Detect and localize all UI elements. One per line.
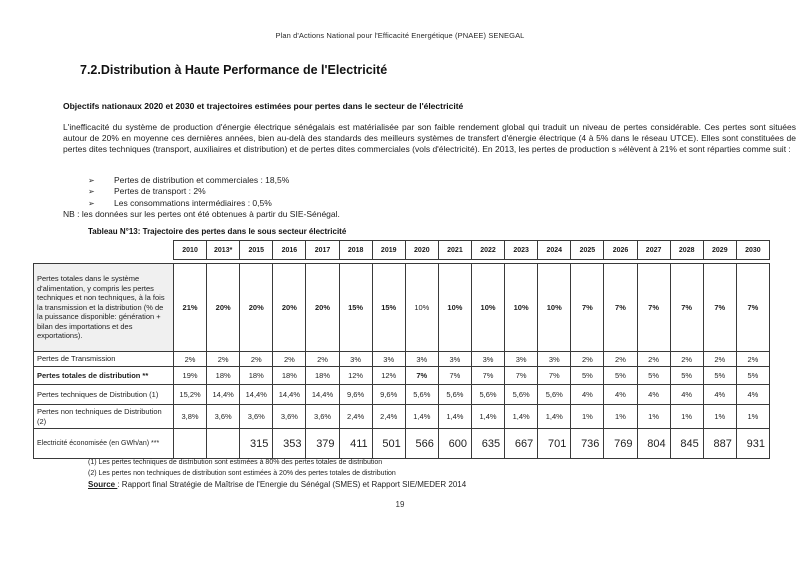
body-paragraph: L'inefficacité du système de production d'énergie électrique sénégalais est matérialisée par son faible rendement global qui traduit un niveau de pertes considérable. Ces pertes sont situées autour de 20% en moyenne ces dernières années, bien au-delà des standards des meilleurs systèmes de transfert d'énergie électrique (4 à 5% dans le réseau UTCE). Elles sont constituées de pertes dites techniques (transport, auxiliaires et distribution) et de pertes dites commerciales (vols d'électricité). En 2013, les pertes de production s »élèvent à 21% et sont réparties comme suit : <box>63 122 796 155</box>
table-row <box>34 264 770 352</box>
table-cell: 2% <box>670 352 703 367</box>
year-header-cell: 2024 <box>537 240 571 260</box>
arrow-bullet-icon: ➢ <box>88 187 95 197</box>
list-item <box>88 186 688 197</box>
table-cell: 2% <box>174 352 207 367</box>
table-cell: 3% <box>339 352 372 367</box>
table-cell: 15,2% <box>174 385 207 405</box>
table-cell: 5% <box>637 367 670 385</box>
table-cell: 20% <box>207 264 240 352</box>
table-cell: 3,8% <box>174 405 207 429</box>
table-cell: 2% <box>736 352 769 367</box>
table-cell: 14,4% <box>240 385 273 405</box>
table-cell: 12% <box>372 367 405 385</box>
table-cell: 3% <box>471 352 504 367</box>
table-cell: 1,4% <box>538 405 571 429</box>
table-cell: 3% <box>438 352 471 367</box>
table-cell: 9,6% <box>372 385 405 405</box>
table-row <box>34 405 770 429</box>
table-cell: 20% <box>273 264 306 352</box>
page-number: 19 <box>395 500 405 509</box>
footnotes <box>88 458 466 489</box>
table-cell: 7% <box>438 367 471 385</box>
table-cell: 1% <box>670 405 703 429</box>
row-label-cell: Pertes non techniques de Distribution (2) <box>34 405 174 429</box>
footnote: (2) Les pertes non techniques de distribution sont estimées à 20% des pertes totales de distribution <box>88 469 396 477</box>
table-cell: 411 <box>339 429 372 459</box>
table-cell: 4% <box>736 385 769 405</box>
year-header-cell: 2023 <box>504 240 538 260</box>
table-cell: 4% <box>670 385 703 405</box>
table-cell: 931 <box>736 429 769 459</box>
year-header-cell: 2027 <box>637 240 671 260</box>
table-cell: 21% <box>174 264 207 352</box>
table-cell: 379 <box>306 429 339 459</box>
nb-note: NB : les données sur les pertes ont été obtenues à partir du SIE-Sénégal. <box>63 209 340 219</box>
table-cell: 14,4% <box>306 385 339 405</box>
table-cell: 7% <box>604 264 637 352</box>
table-cell: 1,4% <box>438 405 471 429</box>
table-cell: 845 <box>670 429 703 459</box>
year-header-cell: 2016 <box>272 240 306 260</box>
year-header-cell: 2028 <box>670 240 704 260</box>
table-cell: 736 <box>571 429 604 459</box>
running-header: Plan d'Actions National pour l'Efficacité Energétique (PNAEE) SENEGAL <box>275 31 525 40</box>
table-cell: 2% <box>240 352 273 367</box>
table-cell: 5% <box>703 367 736 385</box>
table-cell: 2% <box>703 352 736 367</box>
table-cell: 1,4% <box>405 405 438 429</box>
list-item <box>88 198 688 209</box>
table-cell: 5,6% <box>438 385 471 405</box>
table-cell: 804 <box>637 429 670 459</box>
table-cell: 18% <box>240 367 273 385</box>
table-cell: 10% <box>538 264 571 352</box>
table-cell: 4% <box>604 385 637 405</box>
table-cell: 19% <box>174 367 207 385</box>
table-cell: 501 <box>372 429 405 459</box>
year-header-cell: 2022 <box>471 240 505 260</box>
table-cell: 1% <box>571 405 604 429</box>
footnote: (1) Les pertes techniques de distribution sont estimées à 80% des pertes totales de distribution <box>88 459 383 466</box>
table-cell: 3,6% <box>240 405 273 429</box>
table-cell: 18% <box>273 367 306 385</box>
year-header-cell: 2013* <box>206 240 240 260</box>
table-cell: 3,6% <box>306 405 339 429</box>
table-cell: 2% <box>604 352 637 367</box>
year-header-cell: 2029 <box>703 240 737 260</box>
table-cell: 5% <box>604 367 637 385</box>
table-cell: 2% <box>207 352 240 367</box>
table-cell: 10% <box>471 264 504 352</box>
table-row <box>34 385 770 405</box>
table-cell: 20% <box>240 264 273 352</box>
table-cell: 1,4% <box>471 405 504 429</box>
table-year-header-row <box>173 240 770 260</box>
bullet-text: Pertes de transport : 2% <box>114 186 206 197</box>
table-cell: 20% <box>306 264 339 352</box>
table-cell: 1% <box>736 405 769 429</box>
year-header-cell: 2026 <box>603 240 637 260</box>
table-cell: 7% <box>405 367 438 385</box>
table-cell: 10% <box>505 264 538 352</box>
table-cell: 667 <box>505 429 538 459</box>
source-label: Source <box>88 480 118 489</box>
table-cell: 18% <box>306 367 339 385</box>
table-cell: 3,6% <box>207 405 240 429</box>
row-label-cell: Pertes techniques de Distribution (1) <box>34 385 174 405</box>
table-cell: 3% <box>505 352 538 367</box>
table-cell: 7% <box>571 264 604 352</box>
source-line <box>88 480 466 489</box>
table-cell: 566 <box>405 429 438 459</box>
pertes-table-body <box>33 263 770 459</box>
table-cell: 315 <box>240 429 273 459</box>
year-header-cell: 2017 <box>305 240 339 260</box>
table-cell: 7% <box>703 264 736 352</box>
table-cell: 7% <box>505 367 538 385</box>
year-header-cell: 2020 <box>405 240 439 260</box>
arrow-bullet-icon: ➢ <box>88 176 95 185</box>
table-cell: 769 <box>604 429 637 459</box>
table-cell: 1% <box>703 405 736 429</box>
table-cell: 10% <box>405 264 438 352</box>
table-cell: 3% <box>372 352 405 367</box>
table-cell: 1% <box>604 405 637 429</box>
table-cell: 7% <box>670 264 703 352</box>
table-cell: 7% <box>637 264 670 352</box>
section-title: 7.2.Distribution à Haute Performance de l'Electricité <box>80 63 388 77</box>
table-row <box>34 352 770 367</box>
year-header-cell: 2015 <box>239 240 273 260</box>
table-cell: 3% <box>405 352 438 367</box>
table-cell: 18% <box>207 367 240 385</box>
table-cell: 5% <box>736 367 769 385</box>
objectives-heading: Objectifs nationaux 2020 et 2030 et trajectoires estimées pour pertes dans le secteur de l'électricité <box>63 101 464 111</box>
table-cell: 1,4% <box>505 405 538 429</box>
table-cell: 5% <box>670 367 703 385</box>
list-item <box>88 175 688 186</box>
table-cell: 7% <box>471 367 504 385</box>
pertes-table <box>33 240 770 459</box>
row-label-cell: Electricité économisée (en GWh/an) *** <box>34 429 174 459</box>
row-label-cell: Pertes totales de distribution ** <box>34 367 174 385</box>
table-cell: 7% <box>736 264 769 352</box>
table-cell: 353 <box>273 429 306 459</box>
table-cell: 15% <box>339 264 372 352</box>
row-label-cell: Pertes totales dans le système d'alimentation, y compris les pertes techniques et non techniques, à la fois la transmission et la distribution (% de la puissance disponible: génération + bilan des importations et des exportations). <box>34 264 174 352</box>
table-cell: 15% <box>372 264 405 352</box>
table-cell: 635 <box>471 429 504 459</box>
table-cell: 3% <box>538 352 571 367</box>
row-label-cell: Pertes de Transmission <box>34 352 174 367</box>
table-cell: 2% <box>571 352 604 367</box>
table-cell: 2% <box>637 352 670 367</box>
source-text: : Rapport final Stratégie de Maîtrise de l'Energie du Sénégal (SMES) et Rapport SIE/MEDER 2014 <box>117 480 467 489</box>
table-cell: 4% <box>571 385 604 405</box>
year-header-cell: 2025 <box>570 240 604 260</box>
year-header-cell: 2030 <box>736 240 770 260</box>
table-cell: 5,6% <box>538 385 571 405</box>
table-cell: 14,4% <box>273 385 306 405</box>
table-cell: 701 <box>538 429 571 459</box>
table-cell: 1% <box>637 405 670 429</box>
year-header-cell: 2018 <box>339 240 373 260</box>
bullet-list <box>88 175 688 209</box>
table-cell: 2% <box>306 352 339 367</box>
table-cell: 12% <box>339 367 372 385</box>
table-cell: 2,4% <box>372 405 405 429</box>
arrow-bullet-icon: ➢ <box>88 198 95 208</box>
table-cell: 14,4% <box>207 385 240 405</box>
table-cell: 5% <box>571 367 604 385</box>
year-header-cell: 2010 <box>173 240 207 260</box>
table-cell: 2,4% <box>339 405 372 429</box>
table-cell: 5,6% <box>471 385 504 405</box>
table-row <box>34 429 770 459</box>
table-cell: 7% <box>538 367 571 385</box>
table-cell: 9,6% <box>339 385 372 405</box>
table-cell: 600 <box>438 429 471 459</box>
table-cell: 5,6% <box>505 385 538 405</box>
table-caption: Tableau N°13: Trajectoire des pertes dans le sous secteur électricité <box>88 227 347 236</box>
table-cell <box>174 429 207 459</box>
table-cell: 4% <box>703 385 736 405</box>
table-cell: 5,6% <box>405 385 438 405</box>
table-cell <box>207 429 240 459</box>
year-header-cell: 2021 <box>438 240 472 260</box>
table-cell: 3,6% <box>273 405 306 429</box>
bullet-text: Pertes de distribution et commerciales : 18,5% <box>114 175 290 185</box>
bullet-text: Les consommations intermédiaires : 0,5% <box>114 197 272 208</box>
table-cell: 10% <box>438 264 471 352</box>
table-cell: 887 <box>703 429 736 459</box>
year-header-cell: 2019 <box>372 240 406 260</box>
table-cell: 4% <box>637 385 670 405</box>
table-row <box>34 367 770 385</box>
table-cell: 2% <box>273 352 306 367</box>
